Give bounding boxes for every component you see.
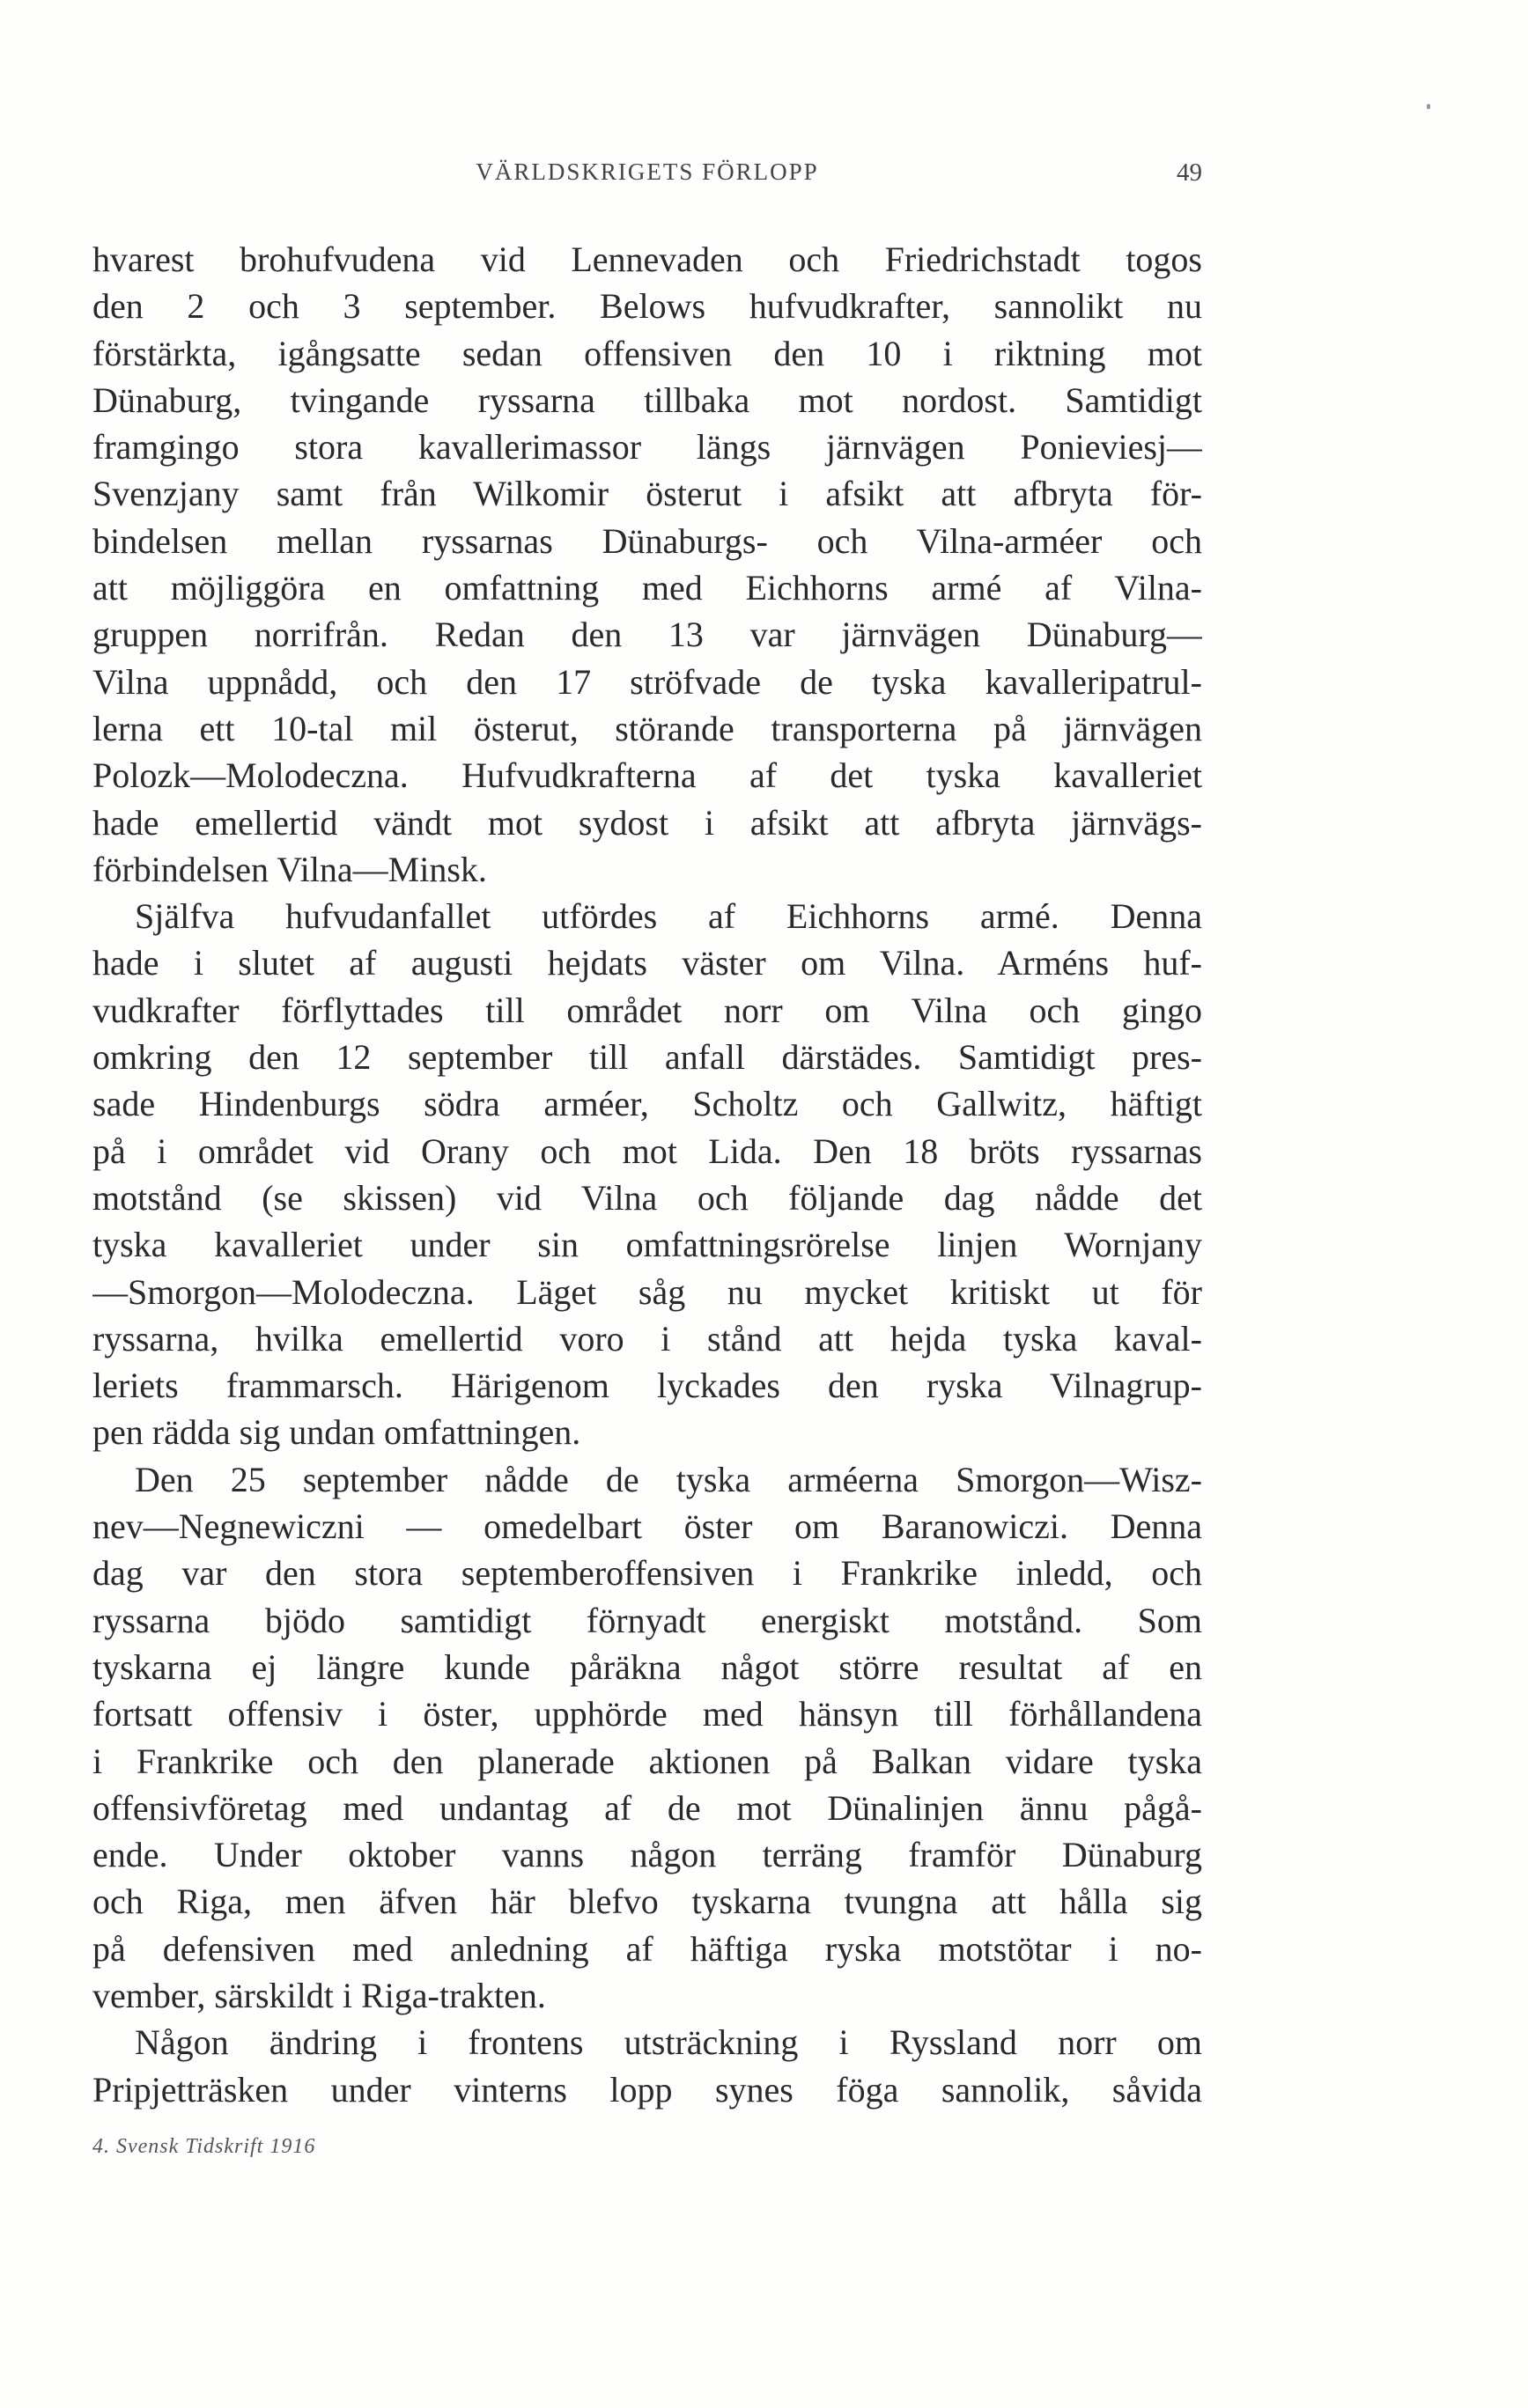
text-line: ryssarna, hvilka emellertid voro i stånd att hejda tyska kaval- <box>92 1318 1202 1359</box>
text-line: på i området vid Orany och mot Lida. Den 18 bröts ryssarnas <box>92 1130 1202 1171</box>
text-line: bindelsen mellan ryssarnas Dünaburgs- och Vilna-arméer och <box>92 520 1202 561</box>
body-text <box>92 236 1202 2113</box>
text-line: dag var den stora septemberoffensiven i Frankrike inledd, och <box>92 1553 1202 1594</box>
text-line: Själfva hufvudanfallet utfördes af Eichhorns armé. Denna <box>135 896 1202 937</box>
text-line: Den 25 september nådde de tyska arméerna Smorgon—Wisz- <box>135 1459 1202 1499</box>
text-line: tyskarna ej längre kunde påräkna något större resultat af en <box>92 1646 1202 1687</box>
text-line: Pripjetträsken under vinterns lopp synes föga sannolik, såvida <box>92 2069 1202 2110</box>
text-line: Polozk—Molodeczna. Hufvudkrafterna af det tyska kavalleriet <box>92 755 1202 796</box>
text-line: hade i slutet af augusti hejdats väster om Vilna. Arméns huf- <box>92 943 1202 983</box>
text-line: Svenzjany samt från Wilkomir österut i afsikt att afbryta för- <box>92 474 1202 514</box>
text-line: hade emellertid vändt mot sydost i afsikt att afbryta järnvägs- <box>92 802 1202 843</box>
print-speck <box>1427 104 1430 109</box>
text-line: tyska kavalleriet under sin omfattningsrörelse linjen Wornjany <box>92 1225 1202 1265</box>
page-number: 49 <box>1177 158 1202 187</box>
text-line: fortsatt offensiv i öster, upphörde med hänsyn till förhållandena <box>92 1694 1202 1734</box>
text-line: förstärkta, igångsatte sedan offensiven den 10 i riktning mot <box>92 333 1202 373</box>
text-line: i Frankrike och den planerade aktionen på Balkan vidare tyska <box>92 1741 1202 1781</box>
text-line: sade Hindenburgs södra arméer, Scholtz och Gallwitz, häftigt <box>92 1084 1202 1124</box>
running-head <box>92 158 1202 203</box>
text-line: gruppen norrifrån. Redan den 13 var järnvägen Dünaburg— <box>92 615 1202 655</box>
text-line: leriets frammarsch. Härigenom lyckades den ryska Vilnagrup- <box>92 1366 1202 1406</box>
text-line: nev—Negnewiczni — omedelbart öster om Baranowiczi. Denna <box>92 1506 1202 1547</box>
text-line: Vilna uppnådd, och den 17 ströfvade de tyska kavalleripatrul- <box>92 661 1202 702</box>
text-line: på defensiven med anledning af häftiga ryska motstötar i no- <box>92 1928 1202 1969</box>
text-line: ryssarna bjödo samtidigt förnyadt energiskt motstånd. Som <box>92 1600 1202 1640</box>
text-line: vember, särskildt i Riga-trakten. <box>92 1975 546 2015</box>
text-line: —Smorgon—Molodeczna. Läget såg nu mycket kritiskt ut för <box>92 1271 1202 1312</box>
text-line: offensivföretag med undantag af de mot Dünalinjen ännu pågå- <box>92 1787 1202 1828</box>
text-line: och Riga, men äfven här blefvo tyskarna tvungna att hålla sig <box>92 1881 1202 1922</box>
text-line: omkring den 12 september till anfall därstädes. Samtidigt pres- <box>92 1037 1202 1078</box>
text-line: pen rädda sig undan omfattningen. <box>92 1412 581 1453</box>
text-line: Någon ändring i frontens utsträckning i Ryssland norr om <box>135 2022 1202 2063</box>
text-line: att möjliggöra en omfattning med Eichhorns armé af Vilna- <box>92 568 1202 608</box>
running-title: VÄRLDSKRIGETS FÖRLOPP <box>476 158 819 185</box>
text-line: vudkrafter förflyttades till området norr om Vilna och gingo <box>92 990 1202 1030</box>
text-line: hvarest brohufvudena vid Lennevaden och Friedrichstadt togos <box>92 239 1202 279</box>
signature-mark: 4. Svensk Tidskrift 1916 <box>92 2135 316 2158</box>
text-line: framgingo stora kavallerimassor längs järnvägen Ponieviesj— <box>92 427 1202 468</box>
text-line: förbindelsen Vilna—Minsk. <box>92 849 487 889</box>
text-line: ende. Under oktober vanns någon terräng framför Dünaburg <box>92 1835 1202 1875</box>
text-line: Dünaburg, tvingande ryssarna tillbaka mot nordost. Samtidigt <box>92 379 1202 420</box>
text-line: motstånd (se skissen) vid Vilna och följande dag nådde det <box>92 1177 1202 1218</box>
text-line: lerna ett 10-tal mil österut, störande transporterna på järnvägen <box>92 708 1202 748</box>
text-line: den 2 och 3 september. Belows hufvudkrafter, sannolikt nu <box>92 286 1202 327</box>
